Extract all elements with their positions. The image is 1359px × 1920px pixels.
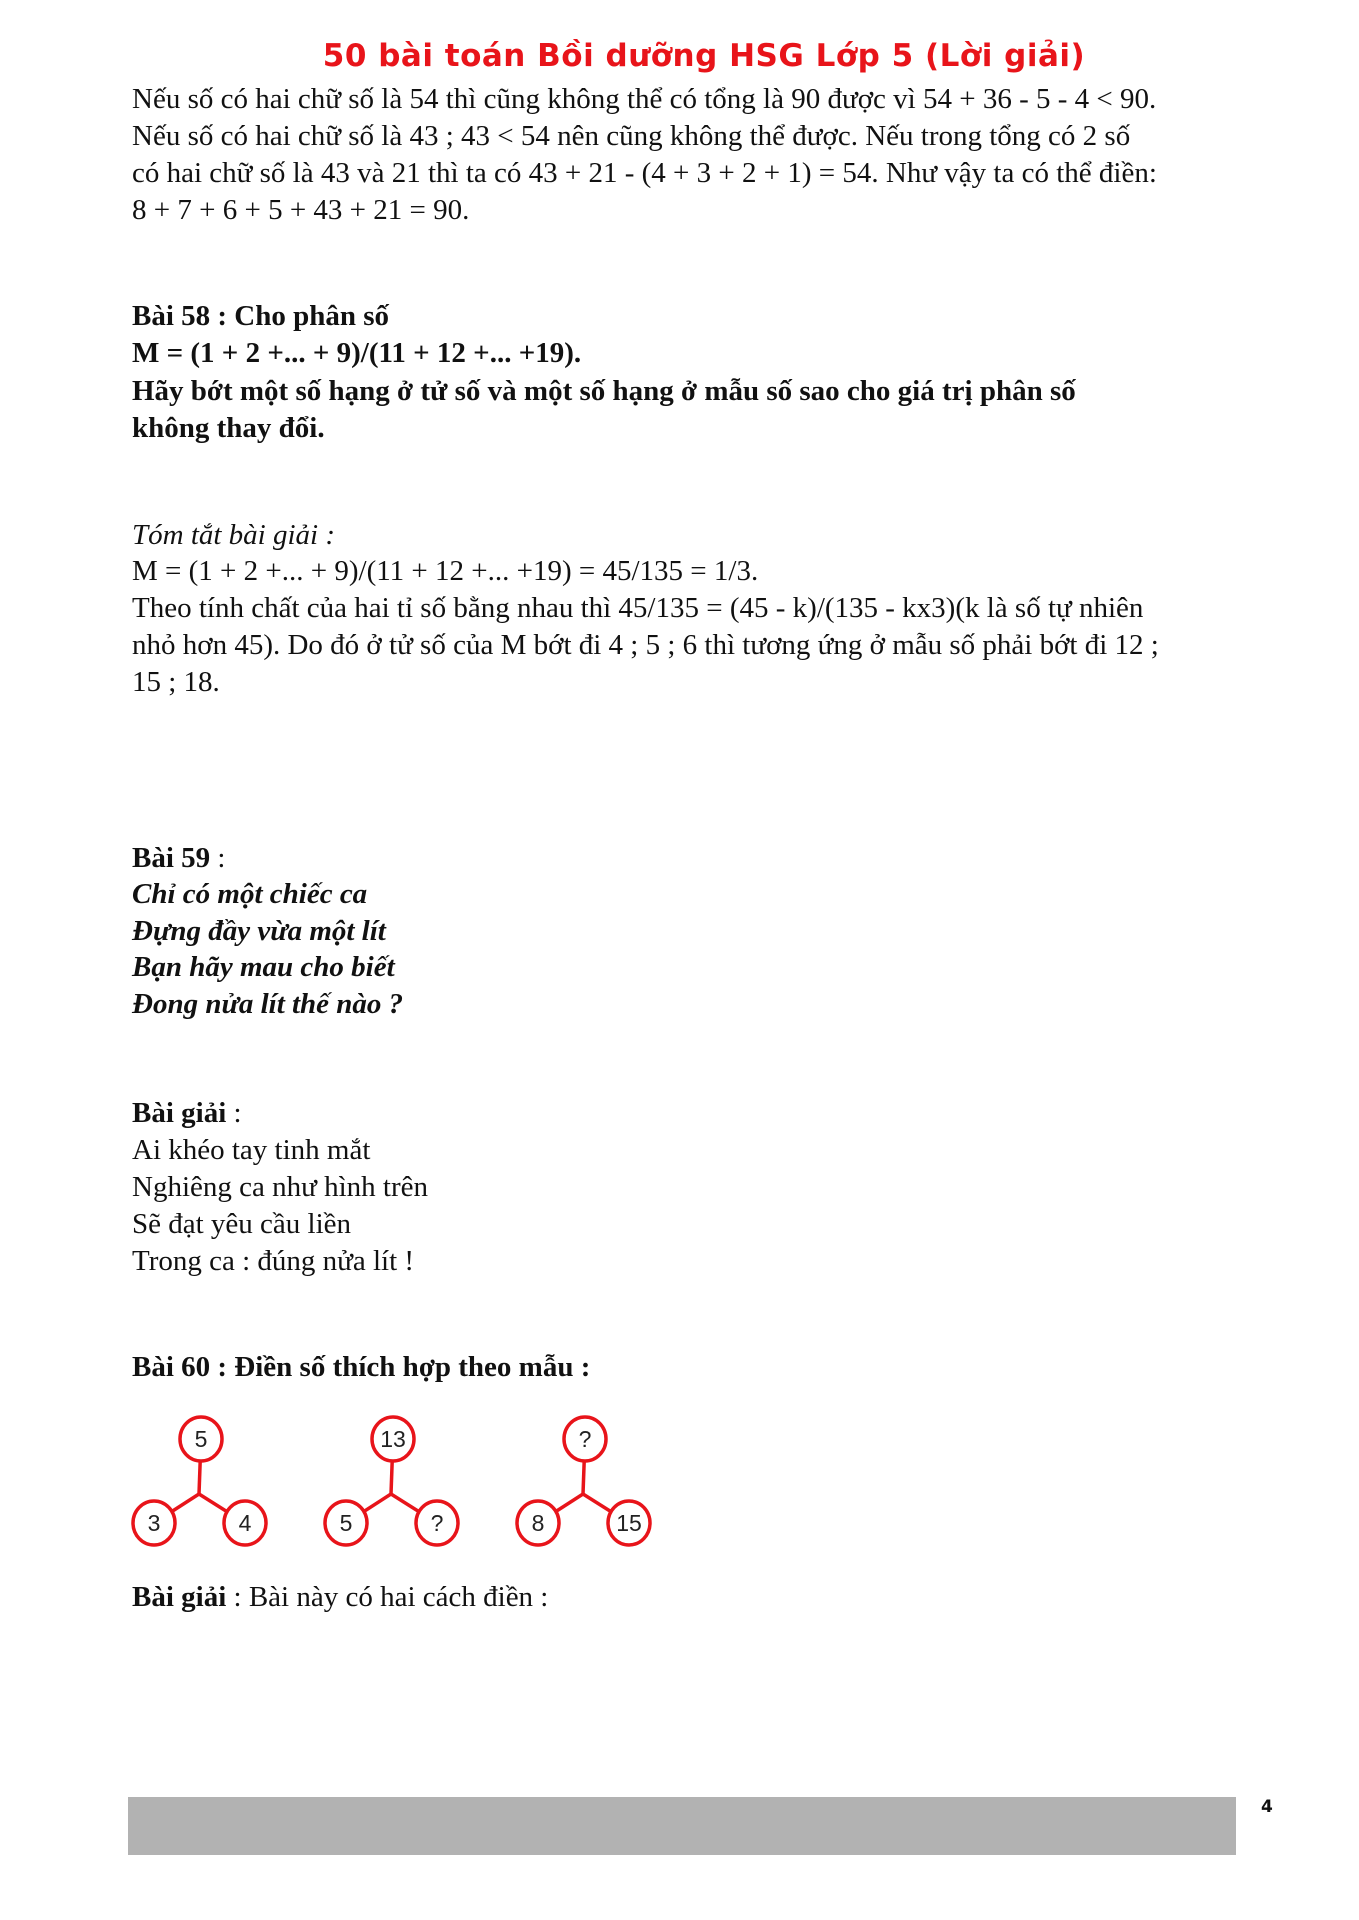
bai59-answer-line: Ai khéo tay tinh mắt [132, 1134, 371, 1166]
intro-line: 8 + 7 + 6 + 5 + 43 + 21 = 90. [132, 194, 470, 226]
bai59-solution-label: Bài giải [132, 1097, 227, 1129]
bai59-answer-line: Nghiêng ca như hình trên [132, 1171, 428, 1203]
tree-node-top: ? [578, 1426, 592, 1452]
bai59-solution-suffix: : [226, 1097, 242, 1129]
bai59-answer-line: Trong ca : đúng nửa lít ! [132, 1245, 415, 1277]
document-title: 50 bài toán Bồi dưỡng HSG Lớp 5 (Lời giải) [322, 38, 1086, 74]
tree-node-left: 3 [147, 1510, 161, 1536]
tree-node-left: 5 [339, 1510, 353, 1536]
tree-node-right: 15 [616, 1510, 642, 1536]
tree-node-right: ? [430, 1510, 444, 1536]
tree-node-right: 4 [238, 1510, 252, 1536]
intro-line: có hai chữ số là 43 và 21 thì ta có 43 + 21 - (4 + 3 + 2 + 1) = 54. Như vậy ta có thể điền: [132, 157, 1157, 189]
bai59-poem-line: Đựng đầy vừa một lít [132, 915, 386, 947]
bai59-label: Bài 59 [132, 842, 211, 874]
tree-node-top: 5 [194, 1426, 208, 1452]
bai60-solution-label: Bài giải [132, 1581, 227, 1613]
bai58-solution-line: 15 ; 18. [132, 666, 220, 698]
bai58-problem-line: Hãy bớt một số hạng ở tử số và một số hạng ở mẫu số sao cho giá trị phân số [132, 375, 1076, 407]
bai58-solution-line: M = (1 + 2 +... + 9)/(11 + 12 +... +19) = 45/135 = 1/3. [132, 555, 759, 587]
bai58-solution-line: nhỏ hơn 45). Do đó ở tử số của M bớt đi 4 ; 5 ; 6 thì tương ứng ở mẫu số phải bớt đi 12 ; [132, 629, 1159, 661]
bai59-poem-line: Bạn hãy mau cho biết [132, 951, 395, 983]
bai58-solution-heading: Tóm tắt bài giải : [132, 519, 336, 551]
bai59-answer-line: Sẽ đạt yêu cầu liền [132, 1208, 352, 1240]
bai60-solution-text: : Bài này có hai cách điền : [226, 1581, 549, 1613]
tree-node-left: 8 [531, 1510, 545, 1536]
intro-line: Nếu số có hai chữ số là 54 thì cũng không thể có tổng là 90 được vì 54 + 36 - 5 - 4 < 90. [132, 83, 1157, 115]
bai58-solution-line: Theo tính chất của hai tỉ số bằng nhau thì 45/135 = (45 - k)/(135 - kx3)(k là số tự nhiên [132, 592, 1144, 624]
footer-bar [128, 1797, 1236, 1855]
bai58-heading: Bài 58 : Cho phân số [132, 300, 390, 332]
bai59-label-suffix: : [210, 842, 226, 874]
bai59-poem-line: Chỉ có một chiếc ca [132, 878, 368, 910]
bai58-problem-line: M = (1 + 2 +... + 9)/(11 + 12 +... +19). [132, 337, 582, 369]
tree-node-top: 13 [380, 1426, 406, 1452]
bai60-heading: Bài 60 : Điền số thích hợp theo mẫu : [132, 1351, 591, 1383]
bai60-solution [132, 1579, 548, 1615]
page-number: 4 [1261, 1797, 1273, 1817]
intro-line: Nếu số có hai chữ số là 43 ; 43 < 54 nên cũng không thể được. Nếu trong tổng có 2 số [132, 120, 1131, 152]
bai59-poem-line: Đong nửa lít thế nào ? [132, 988, 404, 1020]
bai58-problem-line: không thay đổi. [132, 412, 325, 444]
